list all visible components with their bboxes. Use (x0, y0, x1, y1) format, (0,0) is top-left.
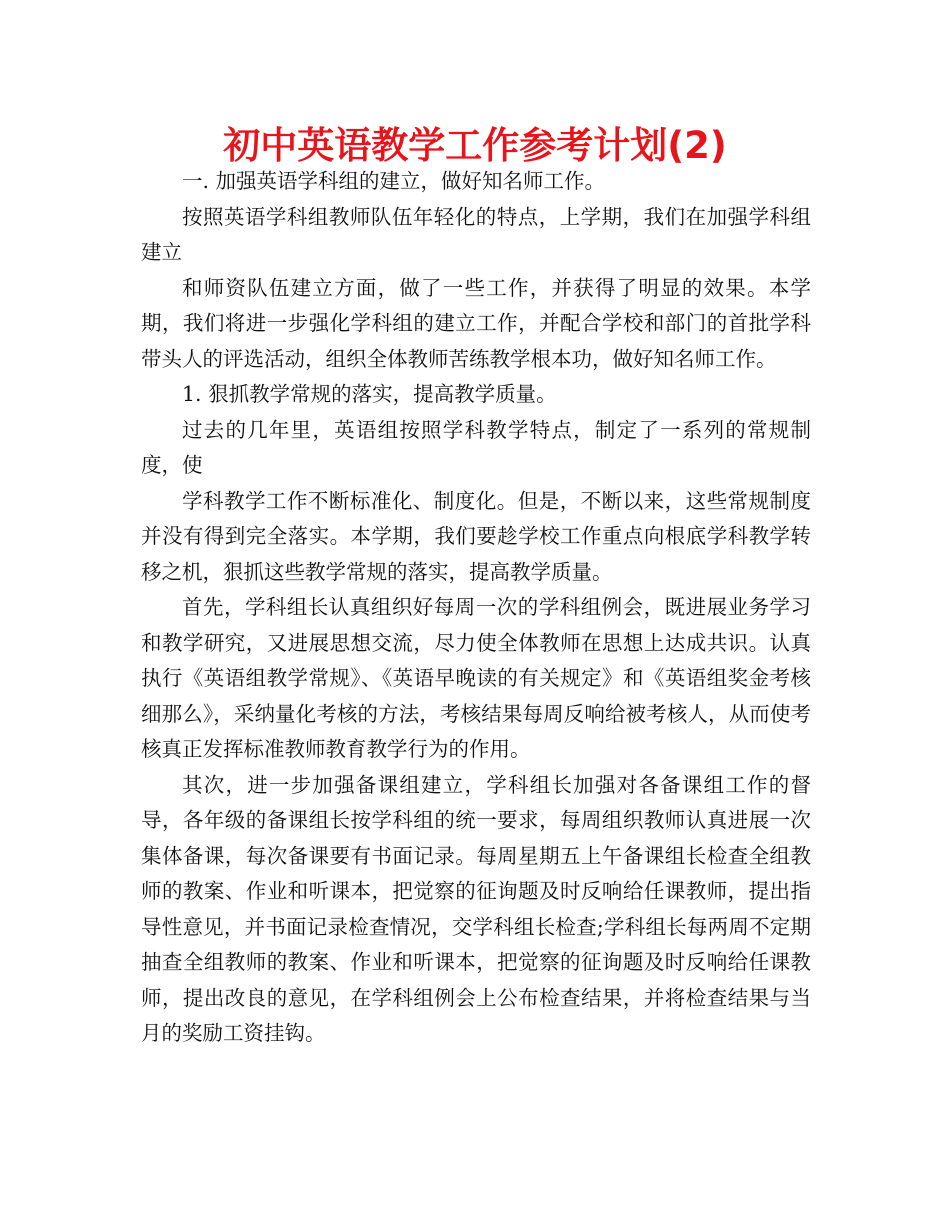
paragraph: 过去的几年里，英语组按照学科教学特点，制定了一系列的常规制度，使 (141, 417, 811, 477)
document-title: 初中英语教学工作参考计划(2) (223, 124, 727, 167)
document-body (141, 164, 811, 1052)
paragraph: 其次，进一步加强备课组建立，学科组长加强对各备课组工作的督导，各年级的备课组长按学科组的统一要求，每周组织教师认真进展一次集体备课，每次备课要有书面记录。每周星期五上午备课组长检查全组教师的教案、作业和听课本，把觉察的征询题及时反响给任课教师，提出指导性意见，并书面记录检查情况，交学科组长检查;学科组长每两周不定期抽查全组教师的教案、作业和听课本，把觉察的征询题及时反响给任课教师，提出改良的意见，在学科组例会上公布检查结果，并将检查结果与当月的奖励工资挂钩。 (141, 772, 811, 1045)
paragraph: 一. 加强英语学科组的建立，做好知名师工作。 (182, 169, 606, 193)
paragraph: 学科教学工作不断标准化、制度化。但是，不断以来，这些常规制度并没有得到完全落实。本学期，我们要趁学校工作重点向根底学科教学转移之机，狠抓这些教学常规的落实，提高教学质量。 (141, 488, 811, 584)
paragraph: 1. 狠抓教学常规的落实，提高教学质量。 (182, 382, 557, 406)
paragraph: 和师资队伍建立方面，做了一些工作，并获得了明显的效果。本学期，我们将进一步强化学科组的建立工作，并配合学校和部门的首批学科带头人的评选活动，组织全体教师苦练教学根本功，做好知名师工作。 (141, 275, 811, 371)
paragraph: 按照英语学科组教师队伍年轻化的特点，上学期，我们在加强学科组建立 (141, 204, 811, 264)
paragraph: 首先，学科组长认真组织好每周一次的学科组例会，既进展业务学习和教学研究，又进展思想交流，尽力使全体教师在思想上达成共识。认真执行《英语组教学常规》、《英语早晚读的有关规定》和《英语组奖金考核细那么》，采纳量化考核的方法，考核结果每周反响给被考核人，从而使考核真正发挥标准教师教育教学行为的作用。 (141, 595, 811, 761)
